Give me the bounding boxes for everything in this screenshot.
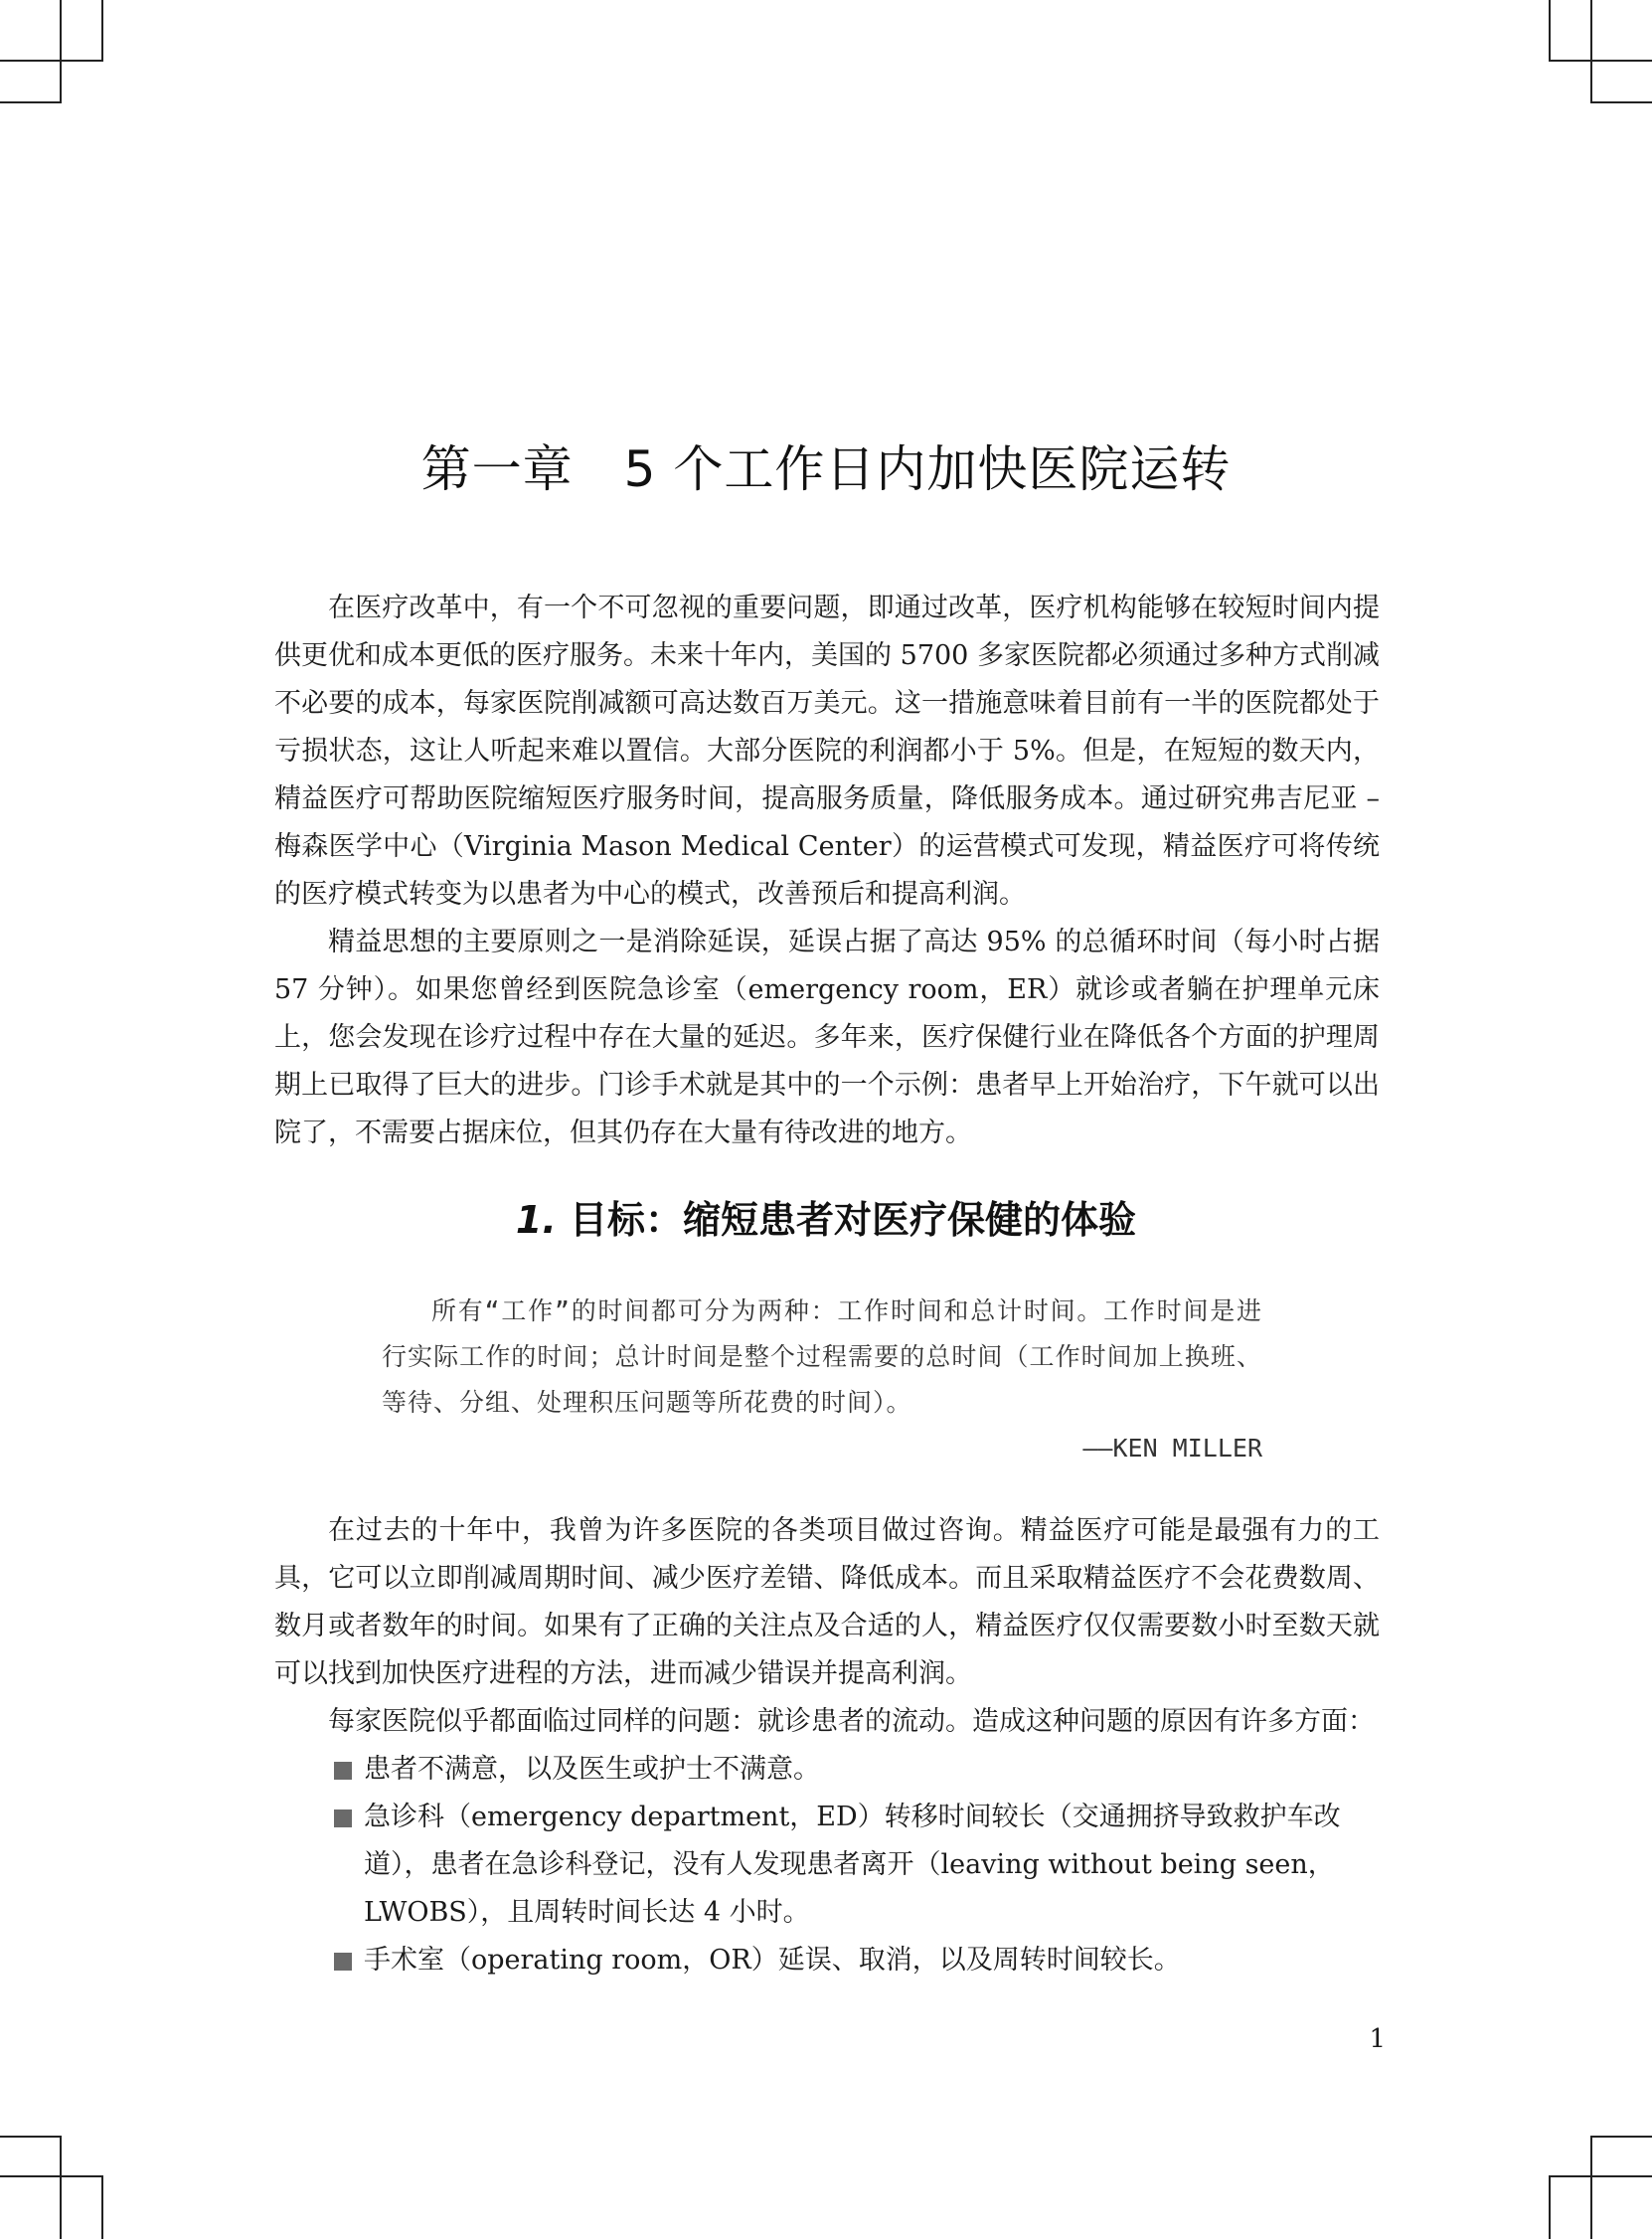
square-bullet-icon <box>334 1809 352 1827</box>
section-number: 1. <box>515 1198 557 1242</box>
body-section <box>274 1507 1380 1984</box>
list-item-text: 手术室（operating room，OR）延误、取消，以及周转时间较长。 <box>364 1945 1181 1976</box>
crop-mark-top-left-h2 <box>0 101 62 103</box>
list-item-text: 急诊科（emergency department，ED）转移时间较长（交通拥挤导致救护车改道），患者在急诊科登记，没有人发现患者离开（leaving without being seen，LWOBS），且周转时间长达 4 小时。 <box>364 1802 1341 1928</box>
crop-mark-bottom-left-h2 <box>0 2136 62 2138</box>
crop-mark-top-right-v <box>1549 0 1551 62</box>
body-paragraph-2: 每家医院似乎都面临过同样的问题：就诊患者的流动。造成这种问题的原因有许多方面： <box>328 1706 1375 1737</box>
section-title: 目标：缩短患者对医疗保健的体验 <box>570 1197 1137 1242</box>
intro-paragraph-2: 精益思想的主要原则之一是消除延误，延误占据了高达 95% 的总循环时间（每小时占据 57 分钟）。如果您曾经到医院急诊室（emergency room，ER）就诊或者躺在护理单元床上，您会发现在诊疗过程中存在大量的延迟。多年来，医疗保健行业在降低各个方面的护理周期上已取得了巨大的进步。门诊手术就是其中的一个示例：患者早上开始治疗，下午就可以出院了，不需要占据床位，但其仍存在大量有待改进的地方。 <box>274 927 1380 1148</box>
list-item <box>274 1746 1380 1794</box>
crop-mark-bottom-left-h <box>0 2175 103 2177</box>
crop-mark-top-right-h2 <box>1590 101 1652 103</box>
intro-paragraph-1: 在医疗改革中，有一个不可忽视的重要问题，即通过改革，医疗机构能够在较短时间内提供更优和成本更低的医疗服务。未来十年内，美国的 5700 多家医院都必须通过多种方式削减不必要的成本，每家医院削减额可高达数百万美元。这一措施意味着目前有一半的医院都处于亏损状态，这让人听起来难以置信。大部分医院的利润都小于 5%。但是，在短短的数天内，精益医疗可帮助医院缩短医疗服务时间，提高服务质量，降低服务成本。通过研究弗吉尼亚 – 梅森医学中心（Virginia Mason Medical Center）的运营模式可发现，精益医疗可将传统的医疗模式转变为以患者为中心的模式，改善预后和提高利润。 <box>274 593 1380 910</box>
crop-mark-top-left-v <box>101 0 103 62</box>
crop-mark-bottom-right-h2 <box>1590 2136 1652 2138</box>
square-bullet-icon <box>334 1762 352 1780</box>
crop-mark-bottom-right-v <box>1549 2175 1551 2239</box>
problem-list <box>274 1746 1380 1984</box>
crop-mark-bottom-left-v2 <box>60 2136 62 2239</box>
crop-mark-bottom-right-v2 <box>1590 2136 1592 2239</box>
crop-mark-top-right-v2 <box>1590 0 1592 103</box>
chapter-title: 第一章 5 个工作日内加快医院运转 <box>420 440 1232 498</box>
epigraph-text: 所有“工作”的时间都可分为两种：工作时间和总计时间。工作时间是进行实际工作的时间；总计时间是整个过程需要的总时间（工作时间加上换班、等待、分组、处理积压问题等所花费的时间）。 <box>382 1296 1262 1417</box>
list-item <box>274 1794 1380 1937</box>
page-number: 1 <box>1369 2024 1386 2054</box>
section-heading <box>0 1189 1652 1244</box>
epigraph-attribution: ——KEN MILLER <box>1082 1434 1262 1463</box>
crop-mark-bottom-right-h <box>1549 2175 1652 2177</box>
crop-mark-top-left-h <box>0 60 103 62</box>
intro-section <box>274 585 1380 1157</box>
body-paragraph-1: 在过去的十年中，我曾为许多医院的各类项目做过咨询。精益医疗可能是最强有力的工具，它可以立即削减周期时间、减少医疗差错、降低成本。而且采取精益医疗不会花费数周、数月或者数年的时间。如果有了正确的关注点及合适的人，精益医疗仅仅需要数小时至数天就可以找到加快医疗进程的方法，进而减少错误并提高利润。 <box>274 1515 1380 1689</box>
crop-mark-bottom-left-v <box>101 2175 103 2239</box>
crop-mark-top-left-v2 <box>60 0 62 103</box>
list-item-text: 患者不满意，以及医生或护士不满意。 <box>364 1754 820 1785</box>
epigraph <box>382 1289 1262 1471</box>
crop-mark-top-right-h <box>1549 60 1652 62</box>
list-item <box>274 1937 1380 1984</box>
square-bullet-icon <box>334 1953 352 1971</box>
